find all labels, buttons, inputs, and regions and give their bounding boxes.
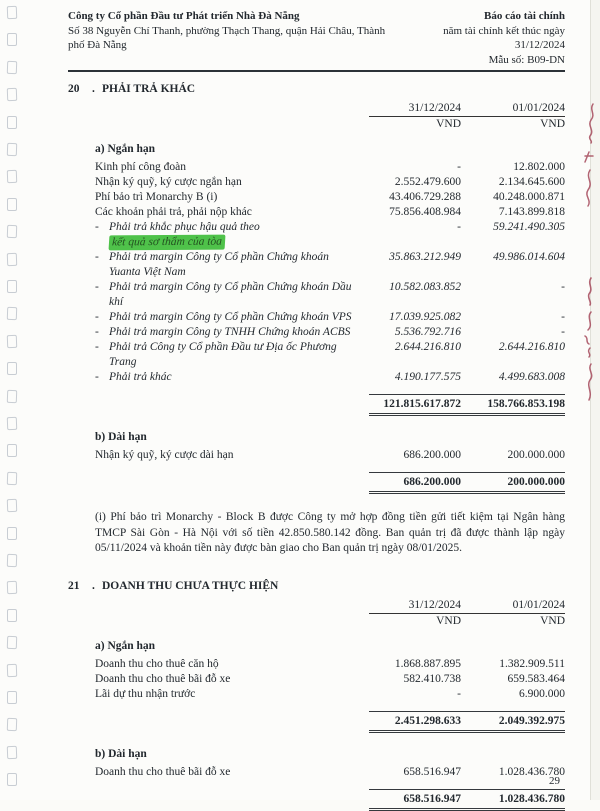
- column-date-current: 31/12/2024: [369, 101, 461, 117]
- group-label-long-term: b) Dài hạn: [95, 747, 147, 760]
- row-value-current: 4.190.177.575: [394, 371, 461, 383]
- table-row: [68, 175, 565, 190]
- row-value-prior: 12.802.000: [513, 161, 565, 173]
- column-unit: VND: [436, 118, 461, 130]
- form-number: Mẫu số: B09-DN: [488, 53, 565, 66]
- row-value-current: 17.039.925.082: [389, 311, 461, 323]
- row-value-prior: 4.499.683.008: [498, 371, 565, 383]
- row-label: Doanh thu cho thuê căn hộ: [95, 657, 219, 670]
- row-value-current: 658.516.947: [403, 765, 461, 778]
- total-value-current: 658.516.947: [369, 789, 461, 811]
- report-title: Báo cáo tài chính: [484, 10, 565, 22]
- row-value-current: -: [457, 161, 461, 173]
- row-label: Kinh phí công đoàn: [95, 161, 187, 173]
- row-value-current: 1.868.887.895: [394, 657, 461, 670]
- row-value-prior: 2.644.216.810: [498, 341, 565, 353]
- group-label-short-term: a) Ngắn hạn: [95, 143, 156, 155]
- table-row: [68, 160, 565, 175]
- dash-bullet: -: [95, 341, 99, 353]
- row-value-prior: 2.134.645.600: [498, 176, 565, 188]
- row-value-prior: 659.583.464: [507, 672, 565, 685]
- table-row: [68, 657, 565, 672]
- row-value-current: 582.410.738: [403, 672, 461, 685]
- table-subrow: [68, 340, 565, 370]
- row-label: Phí bảo trì Monarchy B (i): [95, 191, 218, 203]
- row-value-prior: -: [561, 311, 565, 323]
- total-value-prior: 2.049.392.975: [461, 711, 565, 733]
- section-dot: .: [92, 83, 95, 95]
- row-label: Phải trả khác: [109, 371, 172, 383]
- section-number: 20: [68, 83, 80, 95]
- section-20-heading: [68, 82, 565, 97]
- row-value-current: 75.856.408.984: [389, 206, 461, 218]
- total-value-current: 686.200.000: [369, 472, 461, 494]
- group-label-long-term: b) Dài hạn: [95, 431, 147, 443]
- column-date-current: 31/12/2024: [369, 598, 461, 614]
- total-row: [68, 472, 565, 494]
- total-row: [68, 711, 565, 733]
- row-label: Doanh thu cho thuê bãi đỗ xe: [95, 672, 231, 685]
- total-value-prior: 158.766.853.198: [461, 394, 565, 416]
- total-value-prior: 1.028.436.780: [461, 789, 565, 811]
- document-letterhead: [68, 9, 565, 67]
- row-value-current: -: [457, 687, 461, 700]
- row-value-prior: 40.248.000.871: [493, 191, 565, 203]
- footnote: (i) Phí bảo trì Monarchy - Block B được Công ty mở hợp đồng tiền gửi tiết kiệm tại Ngân hàng TMCP Sài Gòn - Hà Nội với số tiền 42.850.580.142 đồng. Ban quản trị đã được thành lập ngày 05/11/2024 và khoản tiền này được bàn giao cho Ban quản trị ngày 08/01/2025.: [95, 511, 565, 554]
- table-row: [68, 190, 565, 205]
- dash-bullet: -: [95, 326, 99, 338]
- company-name: Công ty Cổ phần Đầu tư Phát triển Nhà Đà Nẵng: [68, 10, 300, 22]
- row-label: Phải trả margin Công ty TNHH Chứng khoán ACBS: [109, 326, 351, 338]
- section-title: PHẢI TRẢ KHÁC: [102, 83, 196, 95]
- column-headers: [68, 101, 565, 132]
- row-value-current: 686.200.000: [403, 449, 461, 461]
- group-label-short-term: a) Ngắn hạn: [95, 639, 156, 652]
- table-subrow: [68, 310, 565, 325]
- column-headers: [68, 598, 565, 629]
- table-row: [68, 205, 565, 220]
- row-value-current: 2.644.216.810: [394, 341, 461, 353]
- column-unit: VND: [540, 118, 565, 130]
- row-label: Lãi dự thu nhận trước: [95, 687, 196, 700]
- dash-bullet: -: [95, 371, 99, 383]
- row-value-prior: 49.986.014.604: [493, 251, 565, 263]
- column-date-prior: 01/01/2024: [461, 101, 565, 117]
- total-value-prior: 200.000.000: [461, 472, 565, 494]
- dash-bullet: -: [95, 311, 99, 323]
- table-subrow: [68, 325, 565, 340]
- row-value-prior: 200.000.000: [507, 449, 565, 461]
- row-value-current: 43.406.729.288: [389, 191, 461, 203]
- row-label: Doanh thu cho thuê bãi đỗ xe: [95, 765, 231, 778]
- header-divider: [68, 70, 565, 72]
- row-value-prior: 1.028.436.780: [498, 765, 565, 778]
- table-subrow: [68, 280, 565, 310]
- total-value-current: 121.815.617.872: [369, 394, 461, 416]
- row-value-current: 5.536.792.716: [394, 326, 461, 338]
- row-value-prior: 1.382.909.511: [499, 657, 565, 670]
- row-label: Phải trả margin Công ty Cổ phần Chứng khoán Yuanta Việt Nam: [109, 251, 329, 278]
- dash-bullet: -: [95, 281, 99, 293]
- row-value-prior: 6.900.000: [519, 687, 565, 700]
- row-value-prior: -: [561, 326, 565, 338]
- highlighted-text: kết quả sơ thẩm của tòa: [109, 235, 226, 251]
- row-label: Các khoản phải trả, phải nộp khác: [95, 206, 252, 218]
- section-title: DOANH THU CHƯA THỰC HIỆN: [102, 579, 279, 592]
- row-label: [109, 220, 363, 250]
- table-row: [68, 672, 565, 687]
- table-subrow: [68, 370, 565, 385]
- page-number: 29: [549, 775, 560, 787]
- total-row: [68, 394, 565, 416]
- section-21-heading: [68, 579, 565, 594]
- row-label: Phải trả Công ty Cổ phần Đầu tư Địa ốc Phương Trang: [109, 341, 337, 368]
- section-number: 21: [68, 579, 80, 592]
- column-date-prior: 01/01/2024: [461, 598, 565, 614]
- table-row: [68, 448, 565, 463]
- row-value-current: 35.863.212.949: [389, 251, 461, 263]
- row-value-prior: 59.241.490.305: [493, 221, 565, 233]
- company-address: Số 38 Nguyễn Chí Thanh, phường Thạch Thang, quận Hải Châu, Thành phố Đà Nẵng: [68, 24, 386, 51]
- table-subrow: [68, 220, 565, 250]
- table-row: [68, 765, 565, 780]
- row-label: Phải trả margin Công ty Cổ phần Chứng khoán Dầu khí: [109, 281, 352, 308]
- row-label-text: Phải trả khắc phục hậu quả theo: [109, 221, 260, 233]
- row-value-current: 2.552.479.600: [394, 176, 461, 188]
- row-label: Nhận ký quỹ, ký cược dài hạn: [95, 449, 234, 461]
- table-row: [68, 687, 565, 702]
- column-unit: VND: [540, 614, 565, 627]
- dash-bullet: -: [95, 221, 99, 233]
- section-dot: .: [92, 579, 95, 592]
- row-label: Nhận ký quỹ, ký cược ngắn hạn: [95, 176, 242, 188]
- dash-bullet: -: [95, 251, 99, 263]
- row-value-current: 10.582.083.852: [389, 281, 461, 293]
- total-value-current: 2.451.298.633: [369, 711, 461, 733]
- row-value-current: -: [457, 221, 461, 233]
- table-subrow: [68, 250, 565, 280]
- report-period: năm tài chính kết thúc ngày 31/12/2024: [443, 24, 565, 51]
- column-unit: VND: [436, 614, 461, 627]
- row-value-prior: 7.143.899.818: [498, 206, 565, 218]
- row-value-prior: -: [561, 281, 565, 293]
- row-label: Phải trả margin Công ty Cổ phần Chứng khoán VPS: [109, 311, 352, 323]
